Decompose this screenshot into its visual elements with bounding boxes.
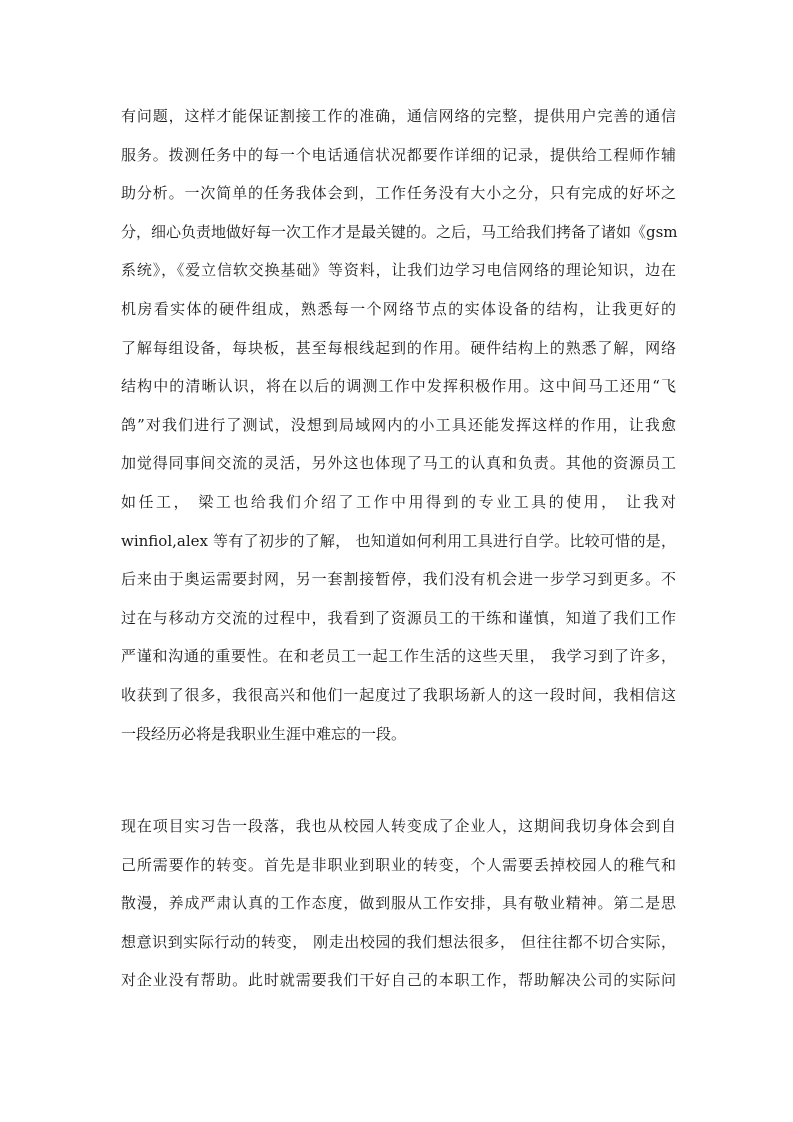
text-line: 服务。拨测任务中的每一个电话通信状况都要作详细的记录，提供给工程师作辅 [121, 145, 676, 164]
text-line: 了解每组设备，每块板，甚至每根线起到的作用。硬件结构上的熟悉了解，网络 [121, 338, 676, 357]
paragraph-1 [121, 97, 676, 753]
text-line: 鸽”对我们进行了测试，没想到局域网内的小工具还能发挥这样的作用，让我愈 [121, 415, 676, 434]
text-line: 严谨和沟通的重要性。在和老员工一起工作生活的这些天里， 我学习到了许多， [121, 647, 676, 666]
text-line: 收获到了很多，我很高兴和他们一起度过了我职场新人的这一段时间，我相信这 [121, 685, 676, 704]
text-line: winfiol,alex 等有了初步的了解， 也知道如何利用工具进行自学。比较可惜的是， [121, 531, 676, 550]
text-line: 对企业没有帮助。此时就需要我们干好自己的本职工作，帮助解决公司的实际问 [121, 971, 676, 990]
text-line: 后来由于奥运需要封网，另一套割接暂停，我们没有机会进一步学习到更多。不 [121, 570, 676, 589]
text-line: 过在与移动方交流的过程中，我看到了资源员工的干练和谨慎，知道了我们工作 [121, 608, 676, 627]
text-line: 结构中的清晰认识，将在以后的调测工作中发挥积极作用。这中间马工还用“飞 [121, 377, 676, 396]
text-line: 助分析。一次简单的任务我体会到，工作任务没有大小之分，只有完成的好坏之 [121, 184, 676, 203]
text-line: 分，细心负责地做好每一次工作才是最关键的。之后，马工给我们拷备了诸如《gsm [121, 222, 678, 241]
text-line: 有问题，这样才能保证割接工作的准确，通信网络的完整，提供用户完善的通信 [121, 107, 676, 125]
text-line: 如任工， 梁工也给我们介绍了工作中用得到的专业工具的使用， 让我对 [121, 492, 676, 511]
text-line: 一段经历必将是我职业生涯中难忘的一段。 [121, 724, 407, 743]
text-line: 现在项目实习告一段落，我也从校园人转变成了企业人，这期间我切身体会到自 [121, 817, 676, 835]
text-line: 散漫，养成严肃认真的工作态度，做到服从工作安排，具有敬业精神。第二是思 [121, 894, 676, 913]
text-line: 机房看实体的硬件组成，熟悉每一个网络节点的实体设备的结构，让我更好的 [121, 299, 676, 318]
text-line: 系统》，《爱立信软交换基础》等资料，让我们边学习电信网络的理论知识，边在 [121, 261, 676, 280]
text-line: 己所需要作的转变。首先是非职业到职业的转变，个人需要丢掉校园人的稚气和 [121, 855, 676, 874]
paragraph-2 [121, 807, 676, 1000]
text-line: 想意识到实际行动的转变， 刚走出校园的我们想法很多， 但往往都不切合实际， [121, 932, 676, 951]
text-line: 加觉得同事间交流的灵活，另外这也体现了马工的认真和负责。其他的资源员工 [121, 454, 676, 473]
